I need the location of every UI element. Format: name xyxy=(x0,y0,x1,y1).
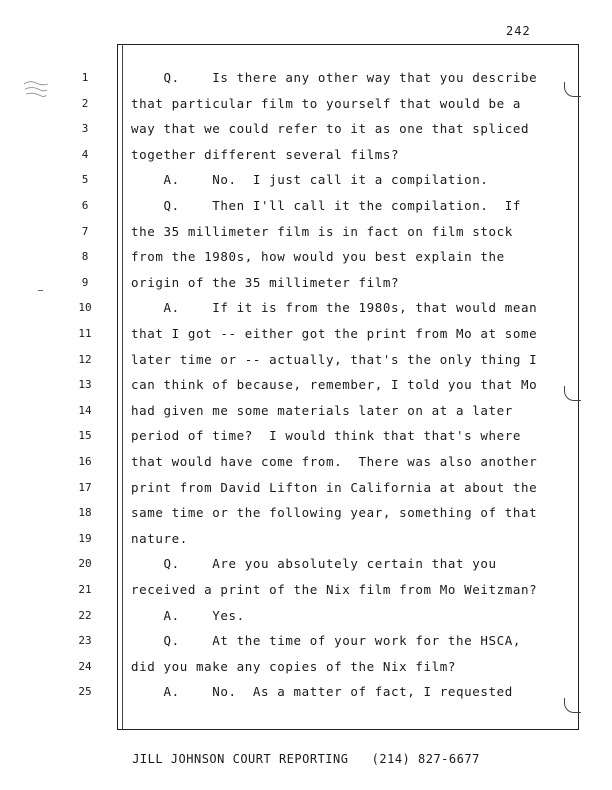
line-number: 2 xyxy=(81,96,89,110)
transcript-line: nature. xyxy=(131,530,188,546)
line-number: 23 xyxy=(78,634,92,648)
line-number: 1 xyxy=(81,71,89,84)
transcript-line: later time or -- actually, that's the only thing I xyxy=(131,351,538,367)
line-number: 11 xyxy=(78,327,92,340)
transcript-line: way that we could refer to it as one that spliced xyxy=(131,121,530,137)
line-number: 4 xyxy=(81,147,89,161)
transcript-line: did you make any copies of the Nix film? xyxy=(131,658,457,674)
line-number: 17 xyxy=(78,480,92,494)
transcript-line: the 35 millimeter film is in fact on film stock xyxy=(131,223,513,239)
transcript-line: together different several films? xyxy=(131,146,400,162)
transcript-line: A. If it is from the 1980s, that would mean xyxy=(131,300,538,316)
line-number: 6 xyxy=(81,199,89,212)
transcript-line: Q. Are you absolutely certain that you xyxy=(131,556,497,572)
line-number: 21 xyxy=(78,583,92,596)
line-number: 19 xyxy=(78,531,92,545)
margin-mark xyxy=(38,290,43,291)
line-number: 18 xyxy=(78,506,92,520)
transcript-line: that I got -- either got the print from Mo at some xyxy=(131,326,538,341)
transcript-line: same time or the following year, something of that xyxy=(131,505,538,521)
transcript-line: Q. At the time of your work for the HSCA, xyxy=(131,633,522,649)
line-number: 9 xyxy=(81,275,89,289)
line-number: 15 xyxy=(78,429,92,443)
line-number: 5 xyxy=(81,173,89,187)
footer-reporter: JILL JOHNSON COURT REPORTING (214) 827-6677 xyxy=(132,752,480,766)
transcript-line: A. No. As a matter of fact, I requested xyxy=(131,684,513,700)
line-number: 10 xyxy=(78,301,92,315)
line-number: 24 xyxy=(78,659,92,673)
transcript-line: print from David Lifton in California at about the xyxy=(131,479,538,495)
line-number: 25 xyxy=(78,685,92,699)
line-number: 16 xyxy=(78,455,92,468)
transcript-line: that would have come from. There was also another xyxy=(131,454,538,469)
line-number: 20 xyxy=(78,557,92,571)
margin-scribble-icon xyxy=(22,78,50,100)
transcript-line: Q. Is there any other way that you describe xyxy=(131,70,538,85)
transcript-line: received a print of the Nix film from Mo Weitzman? xyxy=(131,582,538,597)
transcript-line: had given me some materials later on at a later xyxy=(131,402,513,418)
transcript-line: that particular film to yourself that would be a xyxy=(131,95,522,111)
transcript-line: Q. Then I'll call it the compilation. If xyxy=(131,198,522,213)
left-margin-rule xyxy=(122,44,123,730)
line-number: 8 xyxy=(81,250,89,264)
line-number: 13 xyxy=(78,378,92,392)
line-number: 7 xyxy=(81,224,89,238)
transcript-line: origin of the 35 millimeter film? xyxy=(131,274,400,290)
transcript-line: can think of because, remember, I told you that Mo xyxy=(131,377,538,393)
transcript-line: from the 1980s, how would you best explain the xyxy=(131,249,505,265)
line-number: 14 xyxy=(78,403,92,417)
transcript-line: A. No. I just call it a compilation. xyxy=(131,172,489,188)
transcript-line: period of time? I would think that that's where xyxy=(131,428,522,444)
line-number: 22 xyxy=(78,608,92,622)
transcript-line: A. Yes. xyxy=(131,607,245,623)
page-number: 242 xyxy=(506,24,531,38)
line-number: 3 xyxy=(81,122,89,136)
line-number: 12 xyxy=(78,352,92,366)
